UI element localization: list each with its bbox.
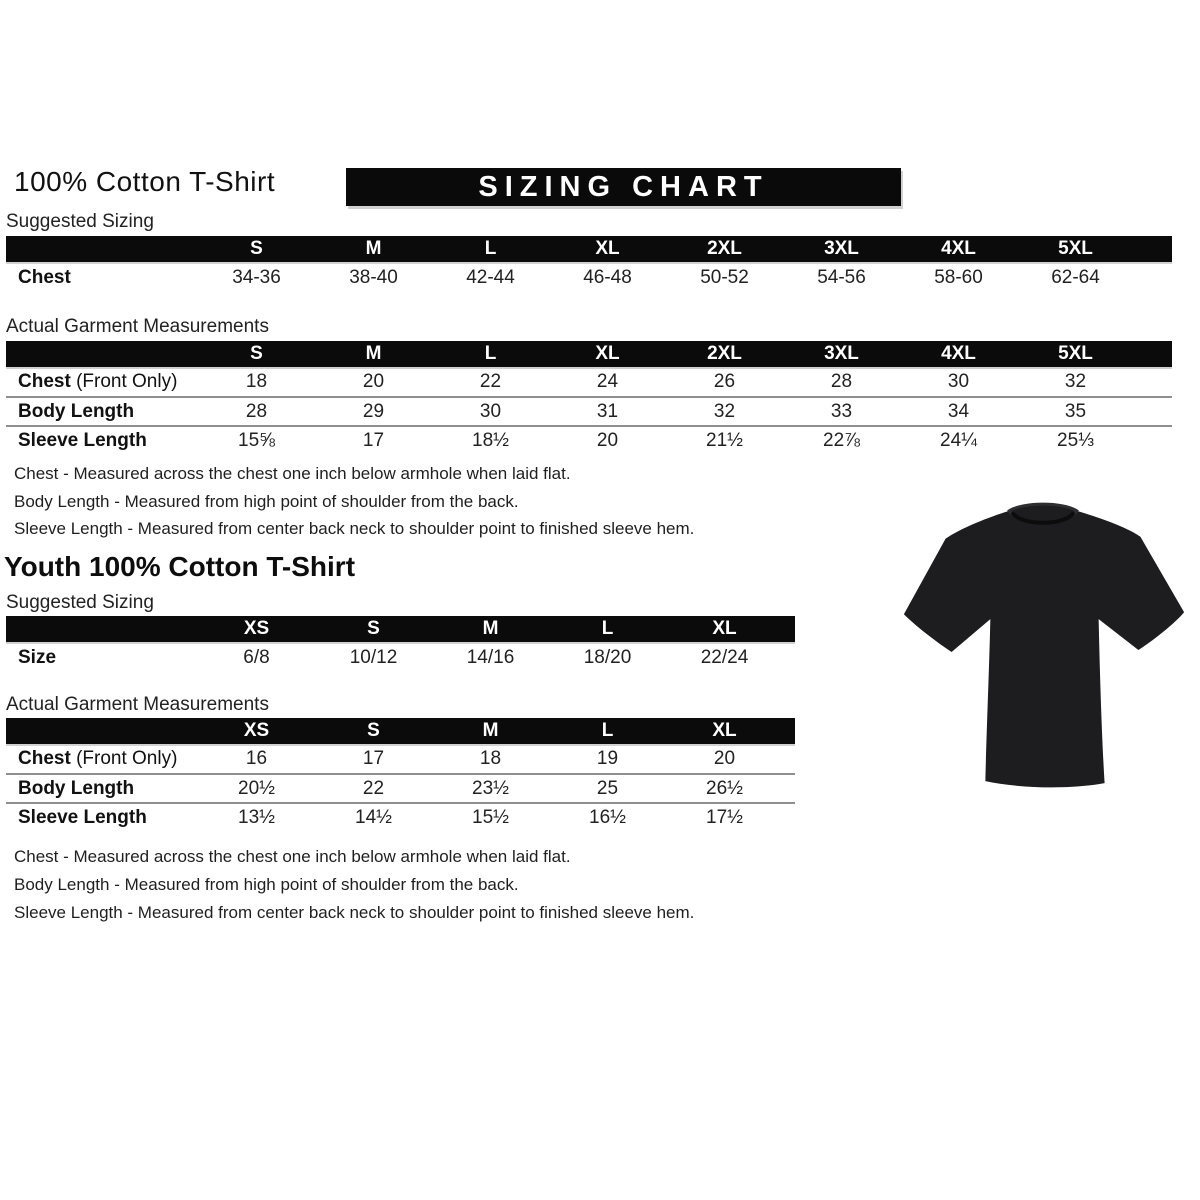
youth-actual-measurements-label: Actual Garment Measurements <box>6 694 269 715</box>
table-header-row <box>6 341 1172 367</box>
cell: 22 <box>362 777 385 799</box>
adult-suggested-sizing-label: Suggested Sizing <box>6 211 154 232</box>
cell: 32 <box>1064 370 1087 392</box>
sizing-chart-banner: SIZING CHART <box>346 168 901 206</box>
row-label: Chest <box>18 267 71 288</box>
cell: 22⅞ <box>823 429 860 451</box>
youth-section-title: Youth 100% Cotton T-Shirt <box>4 551 356 582</box>
column-header: 3XL <box>824 343 859 364</box>
row-label: Sleeve Length <box>18 806 147 828</box>
row-label-suffix: (Front Only) <box>70 747 178 769</box>
youth-actual-measurements-table <box>6 718 795 831</box>
cell: 32 <box>713 400 736 422</box>
tshirt-icon <box>893 487 1193 805</box>
cell: 34-36 <box>232 267 281 288</box>
table-row <box>6 396 1172 425</box>
table-row <box>6 425 1172 454</box>
cell: 22/24 <box>700 646 749 668</box>
column-header: XL <box>712 618 737 639</box>
cell: 62-64 <box>1051 267 1100 288</box>
column-header: M <box>365 238 382 259</box>
cell: 50-52 <box>700 267 749 288</box>
column-header: M <box>482 618 499 639</box>
table-row <box>6 367 1172 396</box>
column-header: 2XL <box>707 343 742 364</box>
row-label: Chest <box>18 370 71 392</box>
table-header-row <box>6 718 795 744</box>
row-label: Chest <box>18 747 71 769</box>
column-header: S <box>367 720 380 741</box>
cell: 15½ <box>472 806 509 828</box>
table-row <box>6 262 1172 294</box>
cell: 20 <box>596 429 619 451</box>
youth-measurement-notes <box>14 843 694 927</box>
cell: 26½ <box>706 777 743 799</box>
cell: 22 <box>479 370 502 392</box>
cell: 28 <box>830 370 853 392</box>
table-row <box>6 642 795 673</box>
cell: 17½ <box>706 806 743 828</box>
table-row <box>6 744 795 773</box>
cell: 25⅓ <box>1057 429 1094 451</box>
page-title: 100% Cotton T-Shirt <box>14 166 276 197</box>
note-line: Sleeve Length - Measured from center back neck to shoulder point to finished sleeve hem. <box>14 903 695 922</box>
cell: 33 <box>830 400 853 422</box>
youth-suggested-sizing-label: Suggested Sizing <box>6 592 154 613</box>
cell: 18/20 <box>583 646 632 668</box>
row-label-suffix: (Front Only) <box>70 370 178 392</box>
cell: 31 <box>596 400 619 422</box>
column-header: L <box>484 238 497 259</box>
cell: 24¼ <box>940 429 977 451</box>
table-header-row <box>6 236 1172 262</box>
cell: 30 <box>947 370 970 392</box>
cell: 14½ <box>355 806 392 828</box>
cell: 35 <box>1064 400 1087 422</box>
table-row <box>6 802 795 831</box>
note-line: Sleeve Length - Measured from center back neck to shoulder point to finished sleeve hem. <box>14 519 695 538</box>
column-header: 3XL <box>824 238 859 259</box>
table-header-row <box>6 616 795 642</box>
column-header: S <box>250 343 263 364</box>
cell: 18 <box>245 370 268 392</box>
adult-suggested-sizing-table <box>6 236 1172 294</box>
row-label: Sleeve Length <box>18 429 147 451</box>
column-header: M <box>482 720 499 741</box>
cell: 46-48 <box>583 267 632 288</box>
cell: 21½ <box>706 429 743 451</box>
row-label: Size <box>18 646 57 668</box>
cell: 17 <box>362 429 385 451</box>
column-header: XL <box>712 720 737 741</box>
cell: 38-40 <box>349 267 398 288</box>
cell: 19 <box>596 747 619 769</box>
row-label: Body Length <box>18 400 135 422</box>
column-header: 2XL <box>707 238 742 259</box>
column-header: L <box>601 720 614 741</box>
adult-actual-measurements-label: Actual Garment Measurements <box>6 316 269 337</box>
note-line: Body Length - Measured from high point of shoulder from the back. <box>14 491 519 511</box>
column-header: 4XL <box>941 343 976 364</box>
youth-suggested-sizing-table <box>6 616 795 673</box>
cell: 14/16 <box>466 646 515 668</box>
column-header: M <box>365 343 382 364</box>
cell: 25 <box>596 777 619 799</box>
cell: 24 <box>596 370 619 392</box>
note-line: Chest - Measured across the chest one inch below armhole when laid flat. <box>14 847 571 866</box>
column-header: XS <box>243 618 270 639</box>
cell: 20 <box>362 370 385 392</box>
column-header: S <box>367 618 380 639</box>
adult-actual-measurements-table <box>6 341 1172 454</box>
cell: 18½ <box>472 429 509 451</box>
cell: 15⅝ <box>238 429 275 451</box>
cell: 54-56 <box>817 267 866 288</box>
column-header: XL <box>595 238 620 259</box>
cell: 17 <box>362 747 385 769</box>
column-header: XS <box>243 720 270 741</box>
cell: 13½ <box>238 806 275 828</box>
cell: 58-60 <box>934 267 983 288</box>
cell: 30 <box>479 400 502 422</box>
column-header: 5XL <box>1058 238 1093 259</box>
cell: 42-44 <box>466 267 515 288</box>
cell: 28 <box>245 400 268 422</box>
cell: 23½ <box>472 777 509 799</box>
column-header: L <box>601 618 614 639</box>
column-header: 4XL <box>941 238 976 259</box>
cell: 16 <box>245 747 268 769</box>
cell: 18 <box>479 747 502 769</box>
cell: 16½ <box>589 806 626 828</box>
column-header: 5XL <box>1058 343 1093 364</box>
black-tshirt-image <box>893 487 1193 810</box>
note-line: Chest - Measured across the chest one inch below armhole when laid flat. <box>14 464 571 483</box>
column-header: S <box>250 238 263 259</box>
adult-measurement-notes <box>14 460 694 543</box>
table-row <box>6 773 795 802</box>
cell: 20 <box>713 747 736 769</box>
column-header: XL <box>595 343 620 364</box>
row-label: Body Length <box>18 777 135 799</box>
column-header: L <box>484 343 497 364</box>
cell: 26 <box>713 370 736 392</box>
cell: 10/12 <box>349 646 398 668</box>
cell: 20½ <box>238 777 275 799</box>
note-line: Body Length - Measured from high point of shoulder from the back. <box>14 875 519 894</box>
cell: 34 <box>947 400 970 422</box>
cell: 6/8 <box>243 646 270 668</box>
cell: 29 <box>362 400 385 422</box>
